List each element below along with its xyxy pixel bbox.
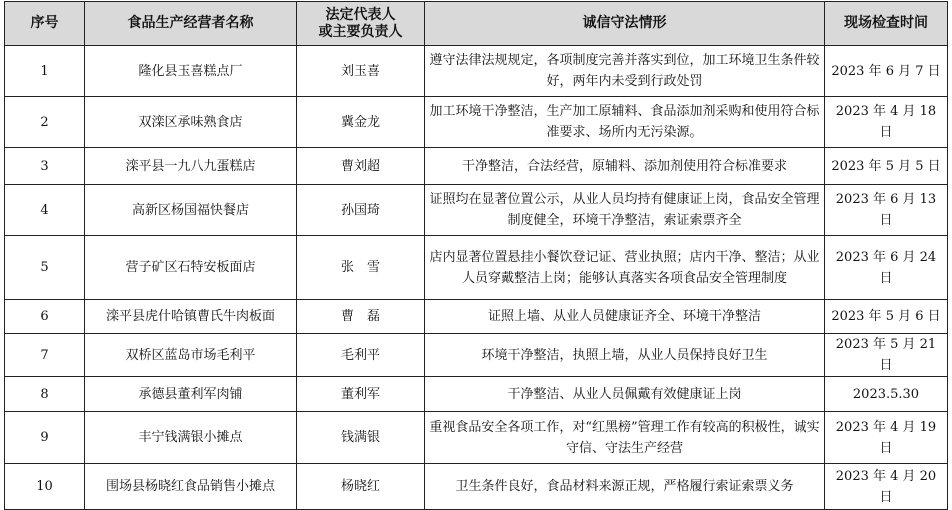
cell-date: 2023 年 5 月 21 日 (825, 334, 948, 377)
cell-status: 重视食品安全各项工作，对“红黑榜”管理工作有较高的积极性，诚实守信、守法生产经营 (425, 412, 825, 464)
cell-status: 干净整洁、从业人员佩戴有效健康证上岗 (425, 377, 825, 412)
cell-date: 2023 年 6 月 7 日 (825, 46, 948, 97)
table-row (5, 236, 948, 300)
cell-date: 2023.5.30 (825, 377, 948, 412)
cell-representative: 钱满银 (297, 412, 425, 464)
cell-status: 干净整洁，合法经营，原辅料、添加剂使用符合标准要求 (425, 148, 825, 185)
table-row (5, 464, 948, 510)
table-row (5, 334, 948, 377)
cell-representative: 孙国琦 (297, 185, 425, 236)
header-rep-line2: 或主要负责人 (318, 23, 403, 40)
header-row (5, 2, 948, 46)
cell-name: 围场县杨晓红食品销售小摊点 (85, 464, 297, 510)
header-name: 食品生产经营者名称 (85, 2, 297, 46)
cell-representative: 冀金龙 (297, 97, 425, 148)
cell-date: 2023 年 5 月 5 日 (825, 148, 948, 185)
cell-status: 店内显著位置悬挂小餐饮登记证、营业执照；店内干净、整洁；从业人员穿戴整洁上岗；能够认真落实各项食品安全管理制度 (425, 236, 825, 300)
cell-date: 2023 年 6 月 13 日 (825, 185, 948, 236)
cell-status: 证照均在显著位置公示，从业人员均持有健康证上岗，食品安全管理制度健全，环境干净整洁，索证索票齐全 (425, 185, 825, 236)
header-rep-line1: 法定代表人 (325, 6, 396, 23)
table-row (5, 148, 948, 185)
table-row (5, 377, 948, 412)
cell-representative: 曹 磊 (297, 300, 425, 334)
cell-index: 9 (5, 412, 85, 464)
cell-name: 承德县董利军肉铺 (85, 377, 297, 412)
cell-name: 双滦区承味熟食店 (85, 97, 297, 148)
table-row (5, 412, 948, 464)
cell-representative: 杨晓红 (297, 464, 425, 510)
cell-index: 10 (5, 464, 85, 510)
cell-index: 2 (5, 97, 85, 148)
cell-index: 8 (5, 377, 85, 412)
cell-index: 1 (5, 46, 85, 97)
cell-representative: 董利军 (297, 377, 425, 412)
cell-status: 卫生条件良好，食品材料来源正规，严格履行索证索票义务 (425, 464, 825, 510)
cell-date: 2023 年 4 月 19 日 (825, 412, 948, 464)
cell-date: 2023 年 5 月 6 日 (825, 300, 948, 334)
table-row (5, 185, 948, 236)
header-status: 诚信守法情形 (425, 2, 825, 46)
cell-name: 双桥区蓝岛市场毛利平 (85, 334, 297, 377)
cell-status: 加工环境干净整洁，生产加工原辅料、食品添加剂采购和使用符合标准要求、场所内无污染源。 (425, 97, 825, 148)
cell-name: 丰宁钱满银小摊点 (85, 412, 297, 464)
cell-date: 2023 年 6 月 24 日 (825, 236, 948, 300)
cell-name: 营子矿区石特安板面店 (85, 236, 297, 300)
cell-index: 7 (5, 334, 85, 377)
cell-name: 滦平县虎什哈镇曹氏牛肉板面 (85, 300, 297, 334)
table-row (5, 46, 948, 97)
cell-date: 2023 年 4 月 20 日 (825, 464, 948, 510)
header-representative (297, 2, 425, 46)
cell-representative: 毛利平 (297, 334, 425, 377)
cell-index: 3 (5, 148, 85, 185)
cell-index: 4 (5, 185, 85, 236)
header-date: 现场检查时间 (825, 2, 948, 46)
cell-status: 环境干净整洁，执照上墙，从业人员保持良好卫生 (425, 334, 825, 377)
header-index: 序号 (5, 2, 85, 46)
integrity-table (4, 1, 948, 510)
cell-date: 2023 年 4 月 18 日 (825, 97, 948, 148)
cell-name: 滦平县一九八九蛋糕店 (85, 148, 297, 185)
cell-name: 高新区杨国福快餐店 (85, 185, 297, 236)
cell-index: 6 (5, 300, 85, 334)
cell-representative: 张 雪 (297, 236, 425, 300)
table-row (5, 97, 948, 148)
cell-status: 证照上墙、从业人员健康证齐全、环境干净整洁 (425, 300, 825, 334)
cell-status: 遵守法律法规规定，各项制度完善并落实到位，加工环境卫生条件较好，两年内未受到行政处罚 (425, 46, 825, 97)
cell-representative: 刘玉喜 (297, 46, 425, 97)
table-row (5, 300, 948, 334)
cell-representative: 曹刘超 (297, 148, 425, 185)
cell-name: 隆化县玉喜糕点厂 (85, 46, 297, 97)
cell-index: 5 (5, 236, 85, 300)
